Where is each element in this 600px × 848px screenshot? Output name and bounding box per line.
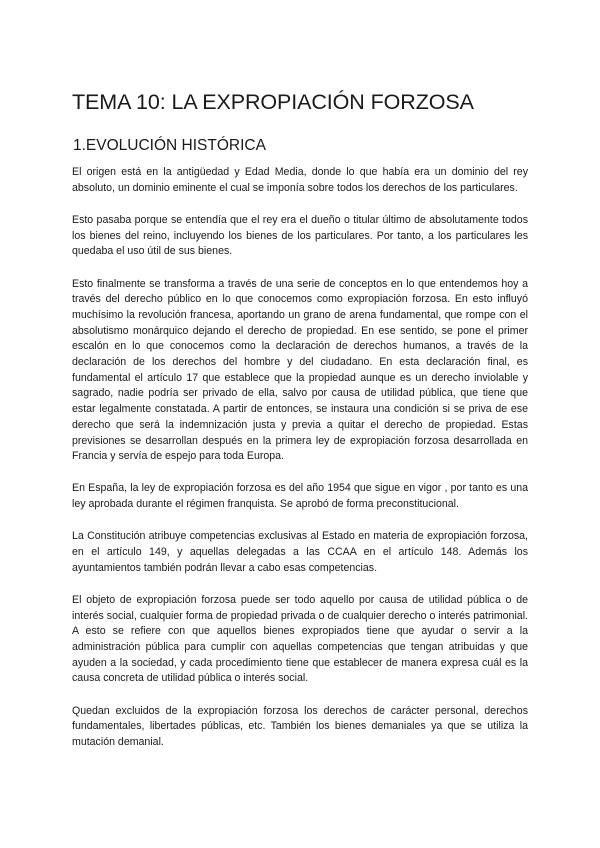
paragraph: En España, la ley de expropiación forzosa es del año 1954 que sigue en vigor , por tanto es una ley aprobada durante el régimen franquista. Se aprobó de forma preconstitucional.: [72, 482, 528, 511]
paragraph: La Constitución atribuye competencias exclusivas al Estado en materia de expropiación forzosa, en el artículo 149, y aquellas delegadas a las CCAA en el artículo 148. Además los ayuntamientos también podrán llevar a cabo esas competencias.: [72, 530, 528, 574]
paragraph: Esto pasaba porque se entendía que el rey era el dueño o titular último de absolutamente todos los bienes del reino, incluyendo los bienes de los particulares. Por tanto, a los particulares les quedaba el uso útil de sus bienes.: [72, 213, 528, 258]
paragraph: Quedan excluidos de la expropiación forzosa los derechos de carácter personal, derechos fundamentales, libertades públicas, etc. También los bienes demaniales ya que se utiliza la mutación demanial.: [72, 704, 528, 749]
paragraph: El origen está en la antigüedad y Edad Media, donde lo que había era un dominio del rey absoluto, un dominio eminente el cual se imponía sobre todos los derechos de los particulares.: [72, 166, 528, 194]
paragraph: Esto finalmente se transforma a través de una serie de conceptos en lo que entendemos hoy a través del derecho público en lo que conocemos como expropiación forzosa. En esto influyó muchísimo la revolución francesa, aportando un grano de arena fundamental, que rompe con el absolutismo monárquico dejando el derecho de propiedad. En ese sentido, se pone el primer escalón en lo que conocemos como la declaración de derechos humanos, a través de la declaración de los derechos del hombre y del ciudadano. En esta declaración final, es fundamental el artículo 17 que establece que la propiedad aunque es un derecho inviolable y sagrado, nadie podría ser privado de ella, salvo por causa de utilidad pública, que tiene que estar legalmente constatada. A partir de entonces, se instaura una condición si se priva de ese derecho que será la indemnización justa y previa a quitar el derecho de propiedad. Estas previsiones se desarrollan después en la primera ley de expropiación forzosa desarrollada en Francia y servía de espejo para toda Europa.: [72, 277, 528, 463]
document-page: [72, 88, 528, 767]
section-title: 1.EVOLUCIÓN HISTÓRICA: [73, 137, 266, 154]
paragraph: El objeto de expropiación forzosa puede ser todo aquello por causa de utilidad pública o de interés social, cualquier forma de propiedad privada o de cualquier derecho o interés patrimonial. A esto se refiere con que aquellos bienes expropiados tiene que ayudar o servir a la administración pública para cumplir con aquellas competencias que tengan atribuidas y que ayuden a la sociedad, y cada procedimiento tiene que establecer de manera expresa cuál es la causa concreta de utilidad pública o interés social.: [72, 593, 528, 685]
document-title: TEMA 10: LA EXPROPIACIÓN FORZOSA: [72, 90, 474, 114]
